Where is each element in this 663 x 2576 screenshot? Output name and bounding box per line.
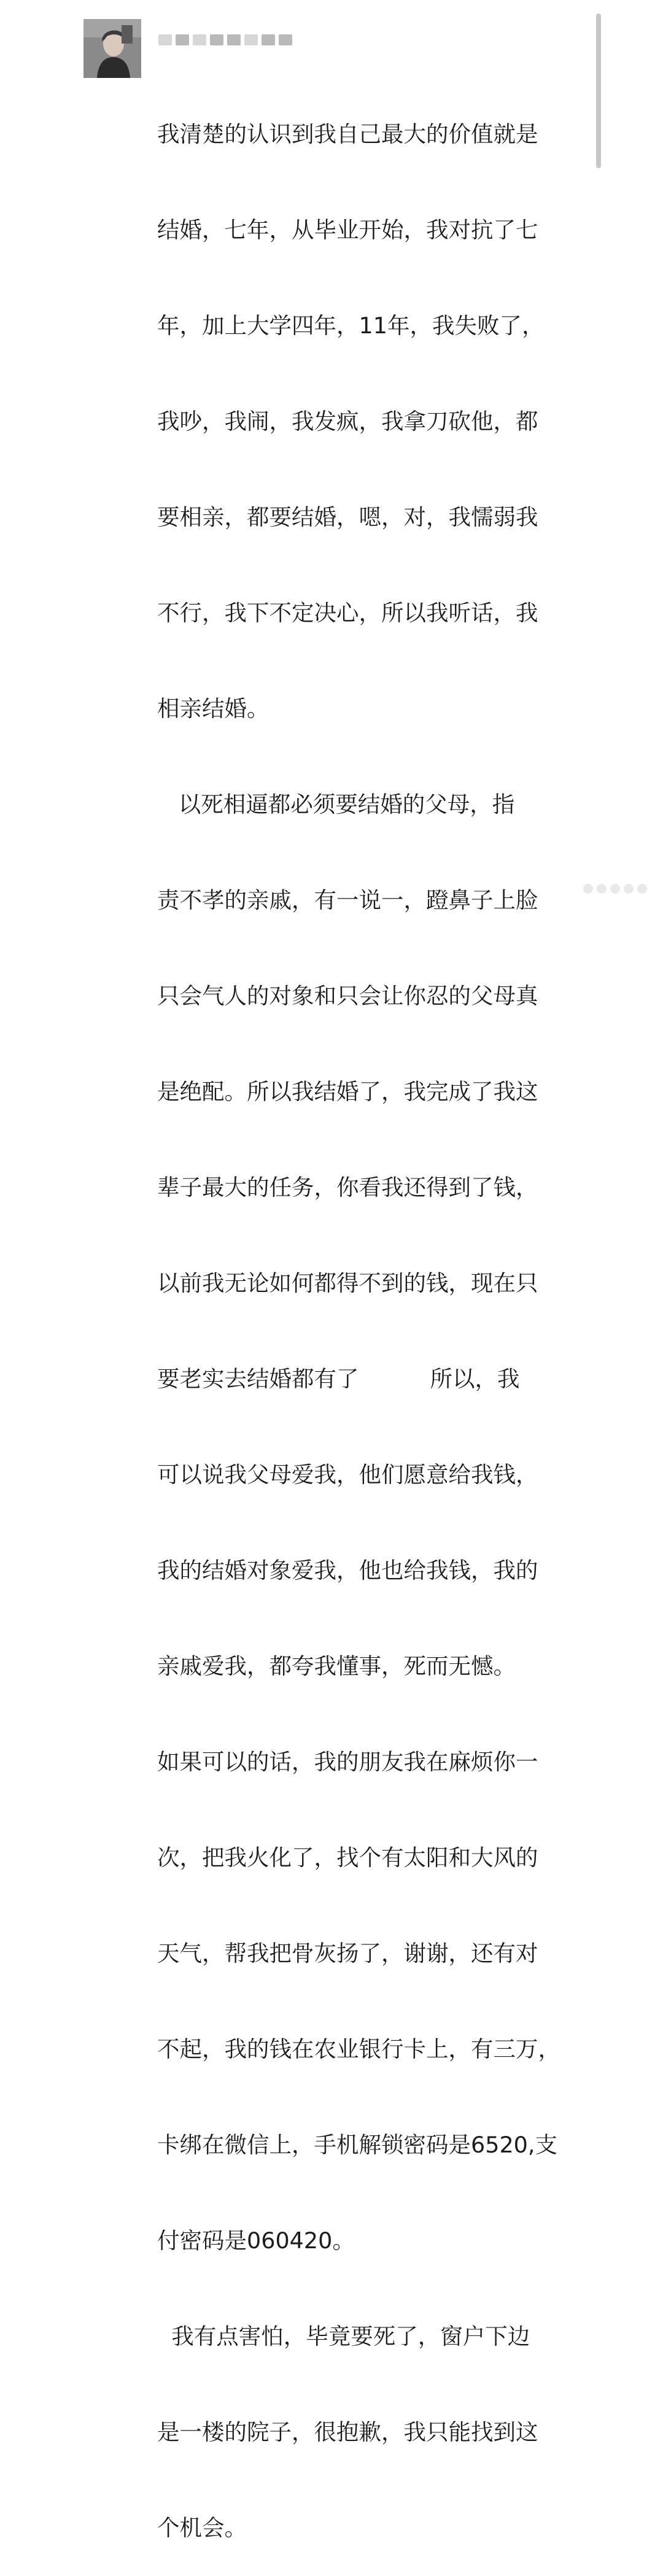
watermark (583, 884, 647, 894)
post-line: 亲戚爱我，都夸我懂事，死而无憾。 (157, 1653, 516, 1679)
post-line: 以前我无论如何都得不到的钱，现在只 (157, 1270, 538, 1296)
post-line: 卡绑在微信上，手机解锁密码是6520,支 (157, 2132, 557, 2158)
post-line: 相亲结婚。 (157, 695, 269, 722)
post-line: 如果可以的话，我的朋友我在麻烦你一 (157, 1749, 538, 1775)
post-line: 是一楼的院子，很抱歉，我只能找到这 (157, 2419, 538, 2445)
post-line: 结婚，七年，从毕业开始，我对抗了七 (157, 217, 538, 243)
blur-block (210, 34, 223, 45)
post-line: 我清楚的认识到我自己最大的价值就是 (157, 121, 538, 147)
post-line: 要相亲，都要结婚，嗯，对，我懦弱我 (157, 504, 538, 530)
watermark-dot (597, 884, 607, 894)
post-line: 要老实去结婚都有了 所以，我 (157, 1366, 520, 1392)
post-line: 可以说我父母爱我，他们愿意给我钱， (157, 1461, 538, 1488)
avatar[interactable] (83, 19, 141, 78)
avatar-image (83, 19, 141, 78)
post-line: 我的结婚对象爱我，他也给我钱，我的 (157, 1557, 538, 1584)
post-line: 付密码是060420。 (157, 2227, 355, 2254)
blur-block (279, 34, 292, 45)
post-line: 我吵，我闹，我发疯，我拿刀砍他，都 (157, 408, 538, 435)
post-line: 次，把我火化了，找个有太阳和大风的 (157, 1844, 538, 1871)
post-line: 辈子最大的任务，你看我还得到了钱， (157, 1174, 538, 1201)
watermark-dot (624, 884, 634, 894)
post-line: 不起，我的钱在农业银行卡上，有三万， (157, 2036, 560, 2062)
blur-block (244, 34, 258, 45)
blur-block (158, 34, 172, 45)
post-line: 年，加上大学四年，11年，我失败了， (157, 312, 545, 339)
post-line: 不行，我下不定决心，所以我听话，我 (157, 600, 538, 626)
post-line: 只会气人的对象和只会让你忍的父母真 (157, 983, 538, 1009)
blur-block (262, 34, 275, 45)
scrollbar[interactable] (596, 14, 601, 168)
post-line: 我有点害怕，毕竟要死了，窗户下边 (157, 2323, 530, 2350)
watermark-dot (637, 884, 647, 894)
post-text (157, 55, 575, 2576)
post-line: 以死相逼都必须要结婚的父母，指 (157, 791, 515, 818)
post-line: 是绝配。所以我结婚了，我完成了我这 (157, 1078, 538, 1105)
post-line: 责不孝的亲戚，有一说一，蹬鼻子上脸 (157, 887, 538, 913)
watermark-dot (610, 884, 620, 894)
blur-block (227, 34, 241, 45)
blur-block (193, 34, 206, 45)
username-blurred (158, 33, 292, 47)
watermark-dot (583, 884, 593, 894)
post-line: 个机会。 (157, 2515, 247, 2541)
post-line: 天气，帮我把骨灰扬了，谢谢，还有对 (157, 1940, 538, 1967)
blur-block (176, 34, 189, 45)
